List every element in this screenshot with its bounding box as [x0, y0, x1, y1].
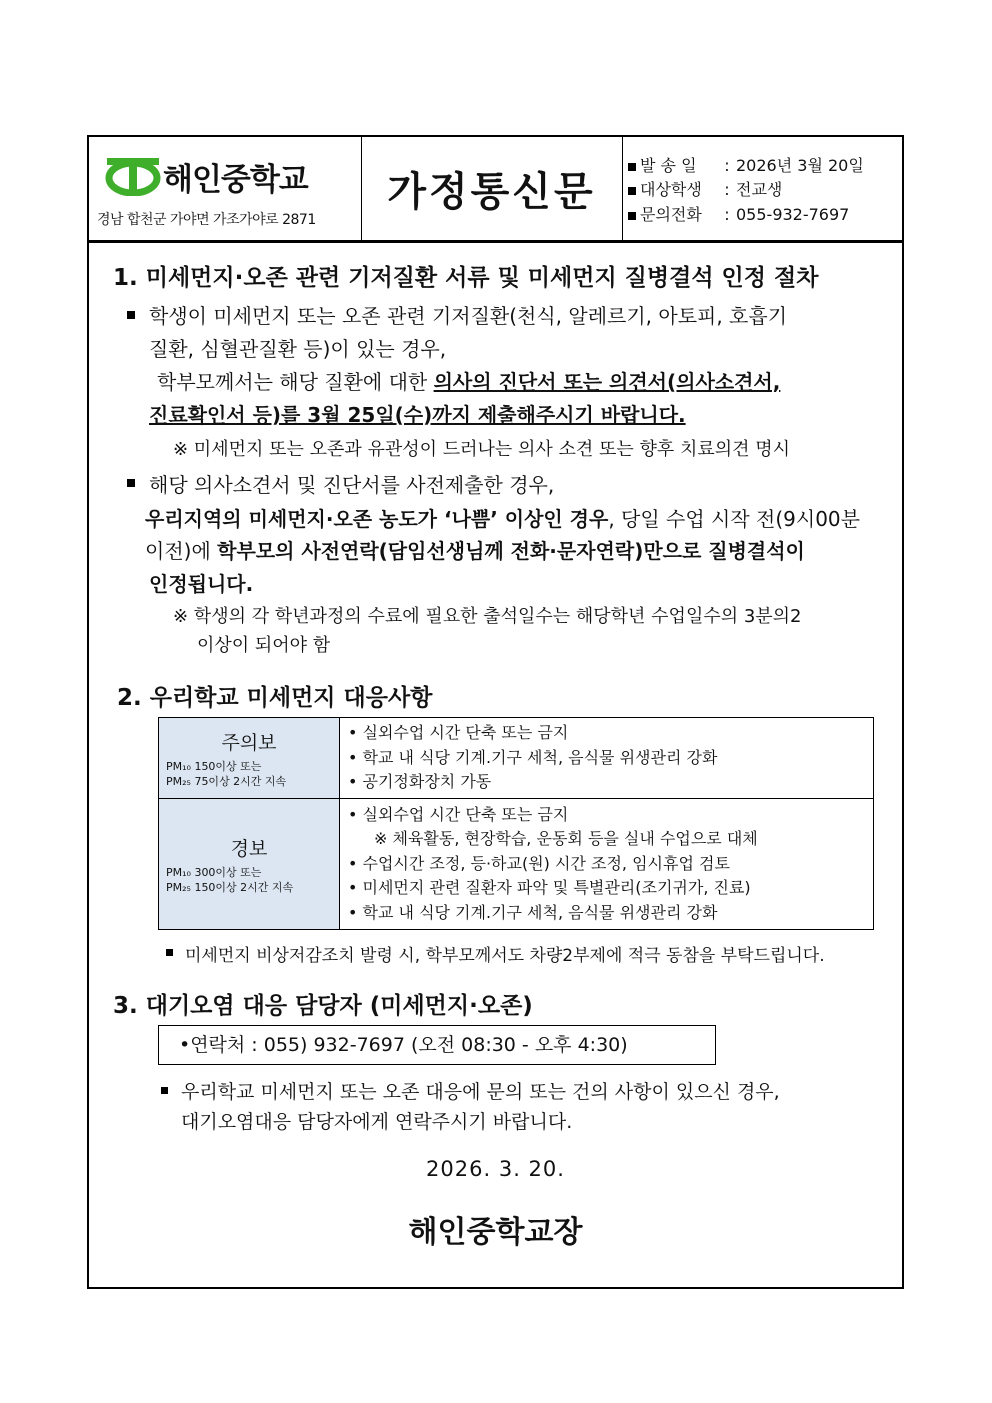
meta-cell — [622, 137, 902, 240]
square-bullet-icon — [127, 479, 135, 487]
section2-heading: 2. 우리학교 미세먼지 대응사항 — [117, 685, 433, 711]
section3-heading: 3. 대기오염 대응 담당자 (미세먼지·오존) — [113, 993, 533, 1019]
action-item: • 미세먼지 관련 질환자 파악 및 특별관리(조기귀가, 진료) — [348, 878, 751, 898]
square-bullet-icon — [628, 187, 636, 195]
title-cell — [361, 137, 623, 240]
s1-b2-note2: 이상이 되어야 함 — [197, 635, 331, 656]
actions-cell — [340, 799, 874, 930]
level-name: 주의보 — [221, 731, 277, 754]
square-bullet-icon — [628, 212, 636, 220]
school-logo — [105, 151, 308, 201]
action-item: • 공기정화장치 가동 — [348, 772, 492, 792]
action-item: • 실외수업 시간 단축 또는 금지 — [348, 723, 569, 743]
s1-b2-line2-emphasis: 우리지역의 미세먼지·오존 농도가 ‘나쁨’ 이상인 경우 — [145, 507, 609, 531]
s1-b1-line3-text: 학부모께서는 해당 질환에 대한 — [157, 370, 434, 394]
level-criteria: PM₂₅ 75이상 2시간 지속 — [166, 774, 287, 788]
s1-b2-line3-text: 이전)에 — [145, 539, 218, 563]
meta-label: 발 송 일 — [640, 156, 697, 175]
meta-target — [628, 177, 782, 200]
level-cell — [159, 718, 340, 799]
s1-b1-line4 — [149, 399, 686, 428]
s1-b2-line3 — [145, 535, 805, 564]
s1-b2-line3-emphasis: 학부모의 사전연락(담임선생님께 전화·문자연락)만으로 질병결석이 — [217, 539, 805, 563]
school-address: 경남 합천군 가야면 가조가야로 2871 — [97, 212, 316, 228]
action-item: • 학교 내 식당 기계.기구 세척, 음식물 위생관리 강화 — [348, 902, 718, 922]
school-emblem-icon — [105, 156, 161, 196]
level-criteria: PM₁₀ 150이상 또는 — [166, 759, 262, 773]
s1-b1-line1: 학생이 미세먼지 또는 오존 관련 기저질환(천식, 알레르기, 아토피, 호흡기 — [149, 304, 788, 328]
document-title: 가정통신문 — [387, 169, 596, 215]
s1-b2-line4-emphasis: 인정됩니다. — [149, 572, 254, 596]
table-row — [159, 799, 874, 930]
meta-label: 문의전화 — [640, 205, 702, 224]
school-name: 해인중학교 — [163, 161, 308, 198]
section3-line1: 우리학교 미세먼지 또는 오존 대응에 문의 또는 건의 사항이 있으신 경우, — [181, 1081, 780, 1103]
meta-phone — [628, 202, 849, 225]
meta-label: 대상학생 — [640, 180, 702, 199]
action-item: • 수업시간 조정, 등·하교(원) 시간 조정, 임시휴업 검토 — [348, 853, 730, 873]
s1-b2-line4 — [149, 568, 253, 597]
meta-colon: : — [724, 180, 730, 199]
square-bullet-icon — [127, 311, 135, 319]
square-bullet-icon — [161, 1087, 168, 1094]
meta-colon: : — [724, 156, 730, 175]
s1-b1-line2: 질환, 심혈관질환 등)이 있는 경우, — [149, 337, 447, 361]
newsletter-page — [87, 135, 904, 1289]
action-item: • 실외수업 시간 단축 또는 금지 — [348, 804, 569, 824]
section3-line2: 대기오염대응 담당자에게 연락주시기 바랍니다. — [181, 1111, 573, 1133]
level-name: 경보 — [230, 837, 268, 860]
s1-b2-line2 — [145, 503, 860, 532]
s1-b1-line3-emphasis: 의사의 진단서 또는 의견서(의사소견서, — [433, 370, 781, 394]
s1-b2-line1: 해당 의사소견서 및 진단서를 사전제출한 경우, — [149, 473, 555, 497]
section2-note: 미세먼지 비상저감조치 발령 시, 학부모께서도 차량2부제에 적극 동참을 부탁드립니다. — [185, 946, 825, 966]
meta-send-date — [628, 153, 864, 176]
s1-b1-line3 — [157, 366, 780, 395]
level-criteria: PM₁₀ 300이상 또는 — [166, 865, 262, 879]
meta-value: 2026년 3월 20일 — [736, 156, 864, 175]
issue-date: 2026. 3. 20. — [426, 1157, 565, 1181]
principal-signature: 해인중학교장 — [408, 1215, 583, 1250]
s1-b1-line4-emphasis: 진료확인서 등)를 3월 25일(수)까지 제출해주시기 바랍니다. — [149, 403, 686, 427]
square-bullet-icon — [166, 949, 173, 956]
actions-cell — [340, 718, 874, 799]
s1-b2-line2-text: , 당일 수업 시작 전(9시00분 — [608, 507, 860, 531]
meta-colon: : — [724, 205, 730, 224]
action-item: • 학교 내 식당 기계.기구 세척, 음식물 위생관리 강화 — [348, 747, 718, 767]
response-table — [158, 717, 874, 930]
section1-heading: 1. 미세먼지·오존 관련 기저질환 서류 및 미세먼지 질병결석 인정 절차 — [113, 265, 819, 291]
level-cell — [159, 799, 340, 930]
action-note: ※ 체육활동, 현장학습, 운동회 등을 실내 수업으로 대체 — [374, 829, 758, 849]
contact-box: •연락처 : 055) 932-7697 (오전 08:30 - 오후 4:30) — [158, 1025, 716, 1065]
school-cell — [89, 137, 362, 240]
level-criteria: PM₂₅ 150이상 2시간 지속 — [166, 880, 294, 894]
s1-b2-note1: ※ 학생의 각 학년과정의 수료에 필요한 출석일수는 해당학년 수업일수의 3분의2 — [173, 606, 802, 627]
square-bullet-icon — [628, 163, 636, 171]
table-row — [159, 718, 874, 799]
header-table — [89, 137, 902, 243]
meta-value: 전교생 — [736, 180, 783, 199]
meta-value: 055-932-7697 — [736, 205, 850, 224]
s1-b1-note: ※ 미세먼지 또는 오존과 유관성이 드러나는 의사 소견 또는 향후 치료의견 명시 — [173, 439, 791, 460]
